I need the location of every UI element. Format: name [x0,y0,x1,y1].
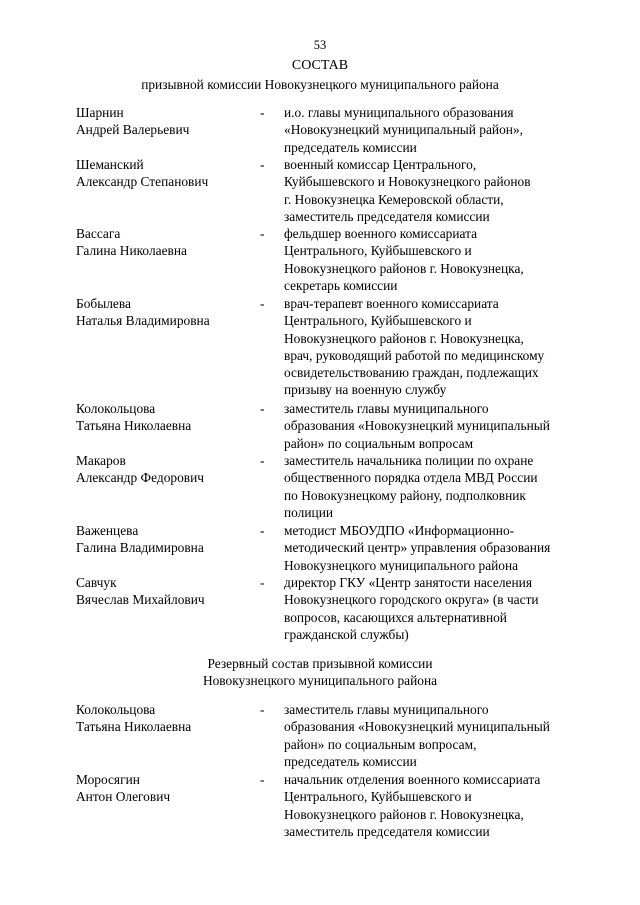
member-name-line: Вячеслав Михайлович [76,592,205,607]
member-role-line: Новокузнецкого районов г. Новокузнецка, [284,330,524,346]
member-role-line: методист МБОУДПО «Информационно- [284,523,515,538]
member-name-line: Вассага [76,226,121,241]
member-role-line: «Новокузнецкий муниципальный район», [284,122,523,138]
member-role-line: Центрального, Куйбышевского и [284,789,472,805]
member-dash: - [260,105,265,120]
member-name-line: Александр Федорович [76,470,205,485]
member-role [284,225,604,294]
member-name-line: Андрей Валерьевич [76,122,190,137]
member-name [76,452,256,486]
member-role-line: военный комиссар Центрального, [284,157,477,172]
member-role-line: заместитель начальника полиции по охране [284,453,534,468]
member-role-line: врач-терапевт военного комиссариата [284,296,499,311]
member-role-line: освидетельствованию граждан, подлежащих [284,365,539,381]
member-dash: - [260,702,265,717]
member-role-line: образования «Новокузнецкий муниципальный [284,719,550,735]
member-role-line: вопросов, касающихся альтернативной [284,609,507,625]
member-role [284,156,604,225]
member-name [76,701,256,735]
member-role [284,104,604,156]
page-number: 53 [313,38,327,52]
member-dash: - [260,401,265,416]
member-name-line: Макаров [76,453,126,468]
member-role [284,522,604,574]
member-name-line: Александр Степанович [76,174,209,189]
member-role-line: Центрального, Куйбышевского и [284,243,472,259]
member-dash: - [260,296,265,311]
member-name-line: Колокольцова [76,401,156,416]
member-role-line: методический центр» управления образования [284,540,551,556]
member-role-line: образования «Новокузнецкий муниципальный [284,418,550,434]
member-name [76,156,256,190]
member-role-line: район» по социальным вопросам [284,435,474,451]
member-role [284,701,604,770]
member-role-line: Новокузнецкого муниципального района [284,557,519,573]
member-name-line: Важенцева [76,523,139,538]
member-role-line: Новокузнецкого районов г. Новокузнецка, [284,806,524,822]
member-role [284,400,604,452]
member-role-line: Куйбышевского и Новокузнецкого районов [284,174,531,190]
member-name [76,574,256,608]
member-role-line: заместитель главы муниципального [284,702,489,717]
member-name [76,104,256,138]
member-dash: - [260,226,265,241]
member-role-line: врач, руководящий работой по медицинскому [284,347,545,363]
member-name-line: Татьяна Николаевна [76,418,192,433]
member-name-line: Шеманский [76,157,144,172]
member-role-line: заместитель председателя комиссии [284,823,490,839]
member-role-line: заместитель председателя комиссии [284,208,490,224]
member-name-line: Колокольцова [76,702,156,717]
member-role [284,295,604,399]
member-role-line: район» по социальным вопросам, [284,736,477,752]
member-name-line: Бобылева [76,296,131,311]
member-role-line: и.о. главы муниципального образования [284,105,514,120]
member-role-line: Новокузнецкого районов г. Новокузнецка, [284,260,524,276]
member-role-line: по Новокузнецкому району, подполковник [284,487,526,503]
member-name [76,771,256,805]
member-role-line: полиции [284,504,334,520]
member-role-line: г. Новокузнецка Кемеровской области, [284,191,504,207]
member-dash: - [260,157,265,172]
member-role-line: директор ГКУ «Центр занятости населения [284,575,532,590]
member-role [284,574,604,643]
member-role-line: секретарь комиссии [284,277,398,293]
reserve-heading-line: Резервный состав призывной комиссии [207,656,433,671]
reserve-section-heading [0,655,640,689]
member-dash: - [260,772,265,787]
member-name [76,400,256,434]
document-title: СОСТАВ [291,58,349,73]
member-name-line: Савчук [76,575,117,590]
member-role-line: общественного порядка отдела МВД России [284,470,538,486]
member-role-line: заместитель главы муниципального [284,401,489,416]
member-role-line: призыву на военную службу [284,382,447,398]
member-role-line: председатель комиссии [284,139,417,155]
member-role [284,771,604,840]
member-role-line: Центрального, Куйбышевского и [284,313,472,329]
member-name-line: Татьяна Николаевна [76,719,192,734]
member-dash: - [260,523,265,538]
member-name [76,522,256,556]
member-name-line: Наталья Владимировна [76,313,210,328]
member-name-line: Антон Олегович [76,789,171,804]
member-dash: - [260,575,265,590]
document-subtitle: призывной комиссии Новокузнецкого муниципального района [141,77,499,92]
member-name-line: Шарнин [76,105,124,120]
member-role-line: гражданской службы) [284,626,409,642]
member-name-line: Моросягин [76,772,140,787]
member-role-line: Новокузнецкого городского округа» (в части [284,592,539,608]
member-role-line: начальник отделения военного комиссариата [284,772,541,787]
member-role-line: фельдшер военного комиссариата [284,226,478,241]
member-name-line: Галина Владимировна [76,540,204,555]
member-role-line: председатель комиссии [284,753,417,769]
member-dash: - [260,453,265,468]
member-name-line: Галина Николаевна [76,243,187,258]
member-name [76,225,256,259]
reserve-heading-line: Новокузнецкого муниципального района [202,673,438,688]
member-name [76,295,256,329]
member-role [284,452,604,521]
